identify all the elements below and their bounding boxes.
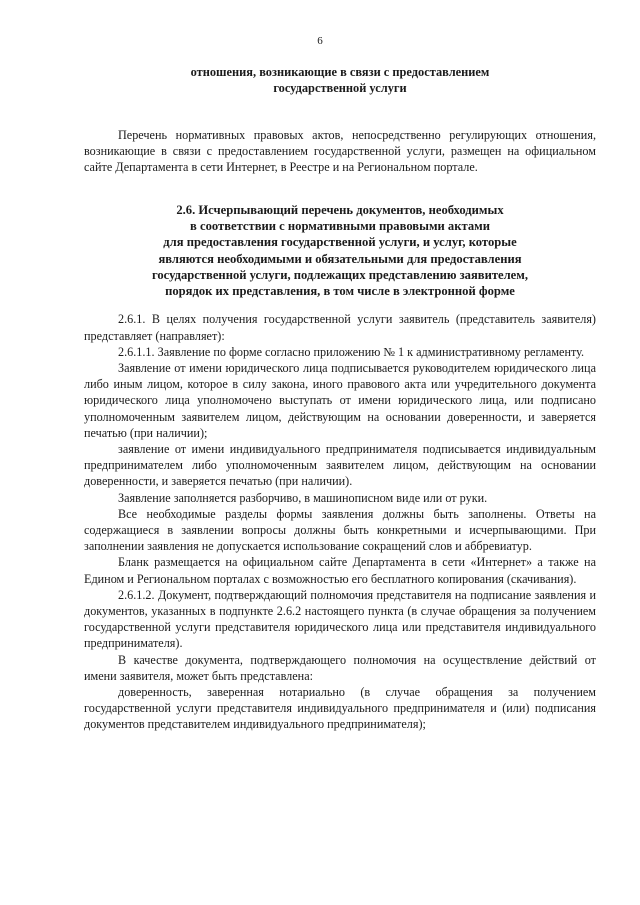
heading-line: в соответствии с нормативными правовыми актами [190, 218, 490, 233]
heading-line: являются необходимыми и обязательными для предоставления [158, 251, 522, 266]
section-heading-2-6 [84, 202, 596, 300]
paragraph: В качестве документа, подтверждающего полномочия на осуществление действий от имени заявителя, может быть представлена: [84, 652, 596, 683]
heading-line: отношения, возникающие в связи с предоставлением [190, 65, 490, 79]
paragraph-normative-acts: Перечень нормативных правовых актов, непосредственно регулирующих отношения, возникающие в связи с предоставлением государственной услуги, размещен на официальном сайте Департамента в сети Интернет, в Реестре и на Региональном портале. [84, 128, 596, 175]
paragraph: Заявление заполняется разборчиво, в машинописном виде или от руки. [118, 490, 488, 505]
paragraph: доверенность, заверенная нотариально (в случае обращения за получением государственной услуги представителя индивидуального предпринимателя и (или) подписания документов представителем индивидуального предпринимателя); [84, 685, 596, 732]
page-content [84, 64, 596, 733]
heading-line: государственной услуги [273, 81, 407, 95]
heading-line: порядок их представления, в том числе в электронной форме [165, 284, 515, 299]
heading-line: государственной услуги, подлежащих представлению заявителем, [151, 267, 529, 282]
paragraph: Бланк размещается на официальном сайте Департамента в сети «Интернет» а также на Едином и Региональном порталах с возможностью его бесплатного копирования (скачивания). [84, 555, 596, 586]
heading-line: 2.6. Исчерпывающий перечень документов, необходимых [176, 202, 504, 217]
heading-line: для предоставления государственной услуги, и услуг, которые [163, 235, 517, 250]
paragraph: 2.6.1.2. Документ, подтверждающий полномочия представителя на подписание заявления и документов, указанных в подпункте 2.6.2 настоящего пункта (в случае обращения за получением государственной услуги представителя юридического лица или представителя индивидуального предпринимателя). [84, 587, 596, 651]
paragraph: заявление от имени индивидуального предпринимателя подписывается индивидуальным предпринимателем либо уполномоченным заявителем лицом, действующим на основании доверенности, и заверяется печатью (при наличии). [84, 442, 596, 489]
paragraph: Заявление от имени юридического лица подписывается руководителем юридического лица либо иным лицом, которое в силу закона, иного правового акта или учредительного документа юридического лица уполномочено выступать от имени юридического лица, или подписано уполномоченным заявителем лицом, действующим на основании доверенности, и заверяется печатью (при наличии); [84, 361, 596, 440]
paragraph: Все необходимые разделы формы заявления должны быть заполнены. Ответы на содержащиеся в заявлении вопросы должны быть конкретными и исчерпывающими. При заполнении заявления не допускается использование сокращений слов и аббревиатур. [84, 506, 596, 554]
section-heading-continued [84, 64, 596, 96]
paragraph: 2.6.1. В целях получения государственной услуги заявитель (представитель заявителя) представляет (направляет): [84, 312, 596, 343]
page-number: 6 [317, 35, 323, 47]
paragraph: 2.6.1.1. Заявление по форме согласно приложению № 1 к административному регламенту. [118, 344, 585, 359]
